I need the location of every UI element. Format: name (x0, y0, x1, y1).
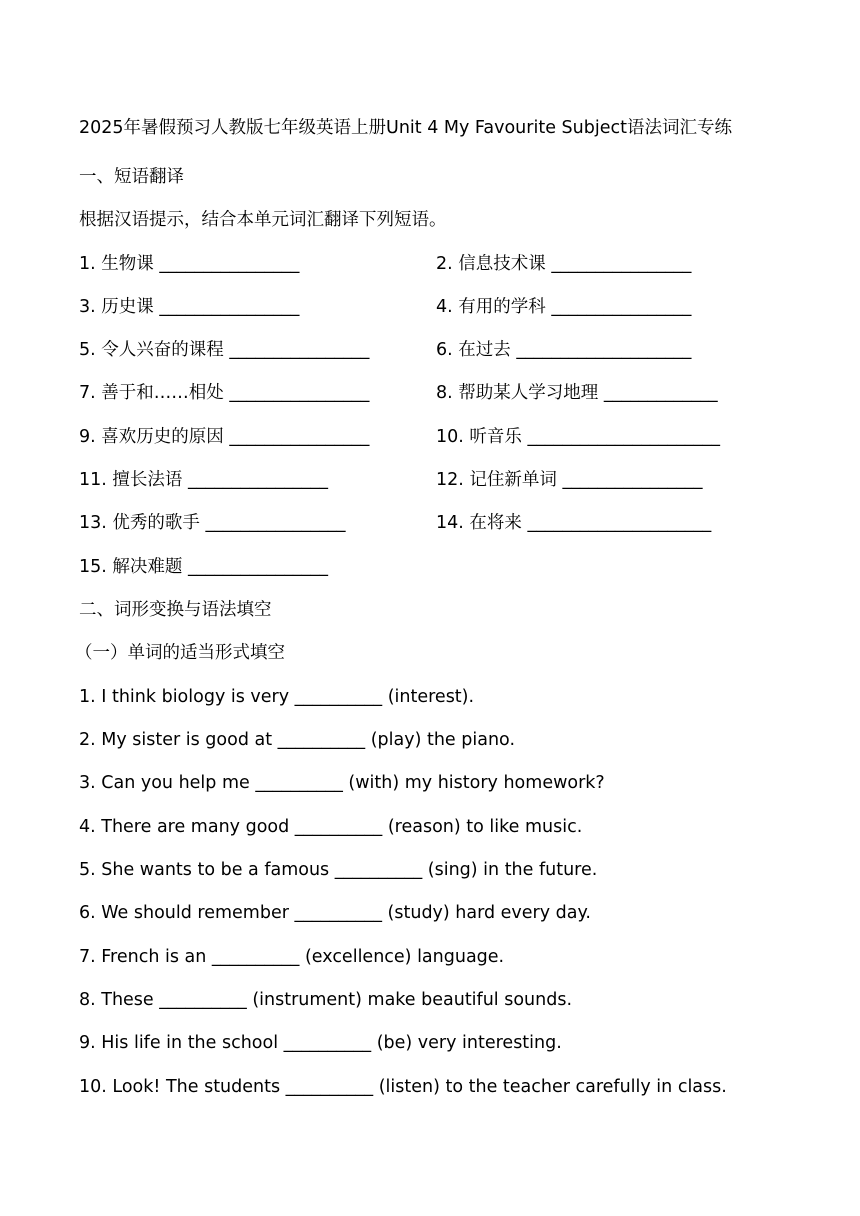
section-subheading: （一）单词的适当形式填空 (75, 643, 285, 663)
phrase-item: 2. 信息技术课 ________________ (436, 254, 692, 274)
phrase-item: 14. 在将来 _____________________ (436, 513, 712, 533)
section-instruction: 根据汉语提示，结合本单元词汇翻译下列短语。 (79, 210, 447, 230)
section-heading: 一、短语翻译 (79, 167, 184, 187)
phrase-item: 5. 令人兴奋的课程 ________________ (79, 340, 370, 360)
phrase-item: 3. 历史课 ________________ (79, 297, 300, 317)
phrase-item: 4. 有用的学科 ________________ (436, 297, 692, 317)
phrase-item: 9. 喜欢历史的原因 ________________ (79, 427, 370, 447)
section-heading: 二、词形变换与语法填空 (79, 600, 272, 620)
fill-in-item: 1. I think biology is very __________ (interest). (79, 687, 475, 707)
phrase-item: 10. 听音乐 ______________________ (436, 427, 720, 447)
fill-in-item: 7. French is an __________ (excellence) language. (79, 947, 505, 967)
phrase-item: 15. 解决难题 ________________ (79, 557, 328, 577)
fill-in-item: 9. His life in the school __________ (be) very interesting. (79, 1033, 562, 1053)
fill-in-item: 4. There are many good __________ (reason) to like music. (79, 817, 583, 837)
phrase-item: 12. 记住新单词 ________________ (436, 470, 703, 490)
fill-in-item: 3. Can you help me __________ (with) my history homework? (79, 773, 605, 793)
phrase-item: 13. 优秀的歌手 ________________ (79, 513, 346, 533)
fill-in-item: 6. We should remember __________ (study) hard every day. (79, 903, 591, 923)
fill-in-item: 2. My sister is good at __________ (play) the piano. (79, 730, 516, 750)
fill-in-item: 8. These __________ (instrument) make beautiful sounds. (79, 990, 573, 1010)
fill-in-item: 10. Look! The students __________ (listen) to the teacher carefully in class. (79, 1077, 727, 1097)
phrase-item: 11. 擅长法语 ________________ (79, 470, 328, 490)
phrase-item: 7. 善于和……相处 ________________ (79, 383, 370, 403)
phrase-item: 8. 帮助某人学习地理 _____________ (436, 383, 718, 403)
phrase-item: 1. 生物课 ________________ (79, 254, 300, 274)
phrase-item: 6. 在过去 ____________________ (436, 340, 692, 360)
document-title: 2025年暑假预习人教版七年级英语上册Unit 4 My Favourite Subject语法词汇专练 (79, 118, 732, 138)
fill-in-item: 5. She wants to be a famous __________ (sing) in the future. (79, 860, 598, 880)
